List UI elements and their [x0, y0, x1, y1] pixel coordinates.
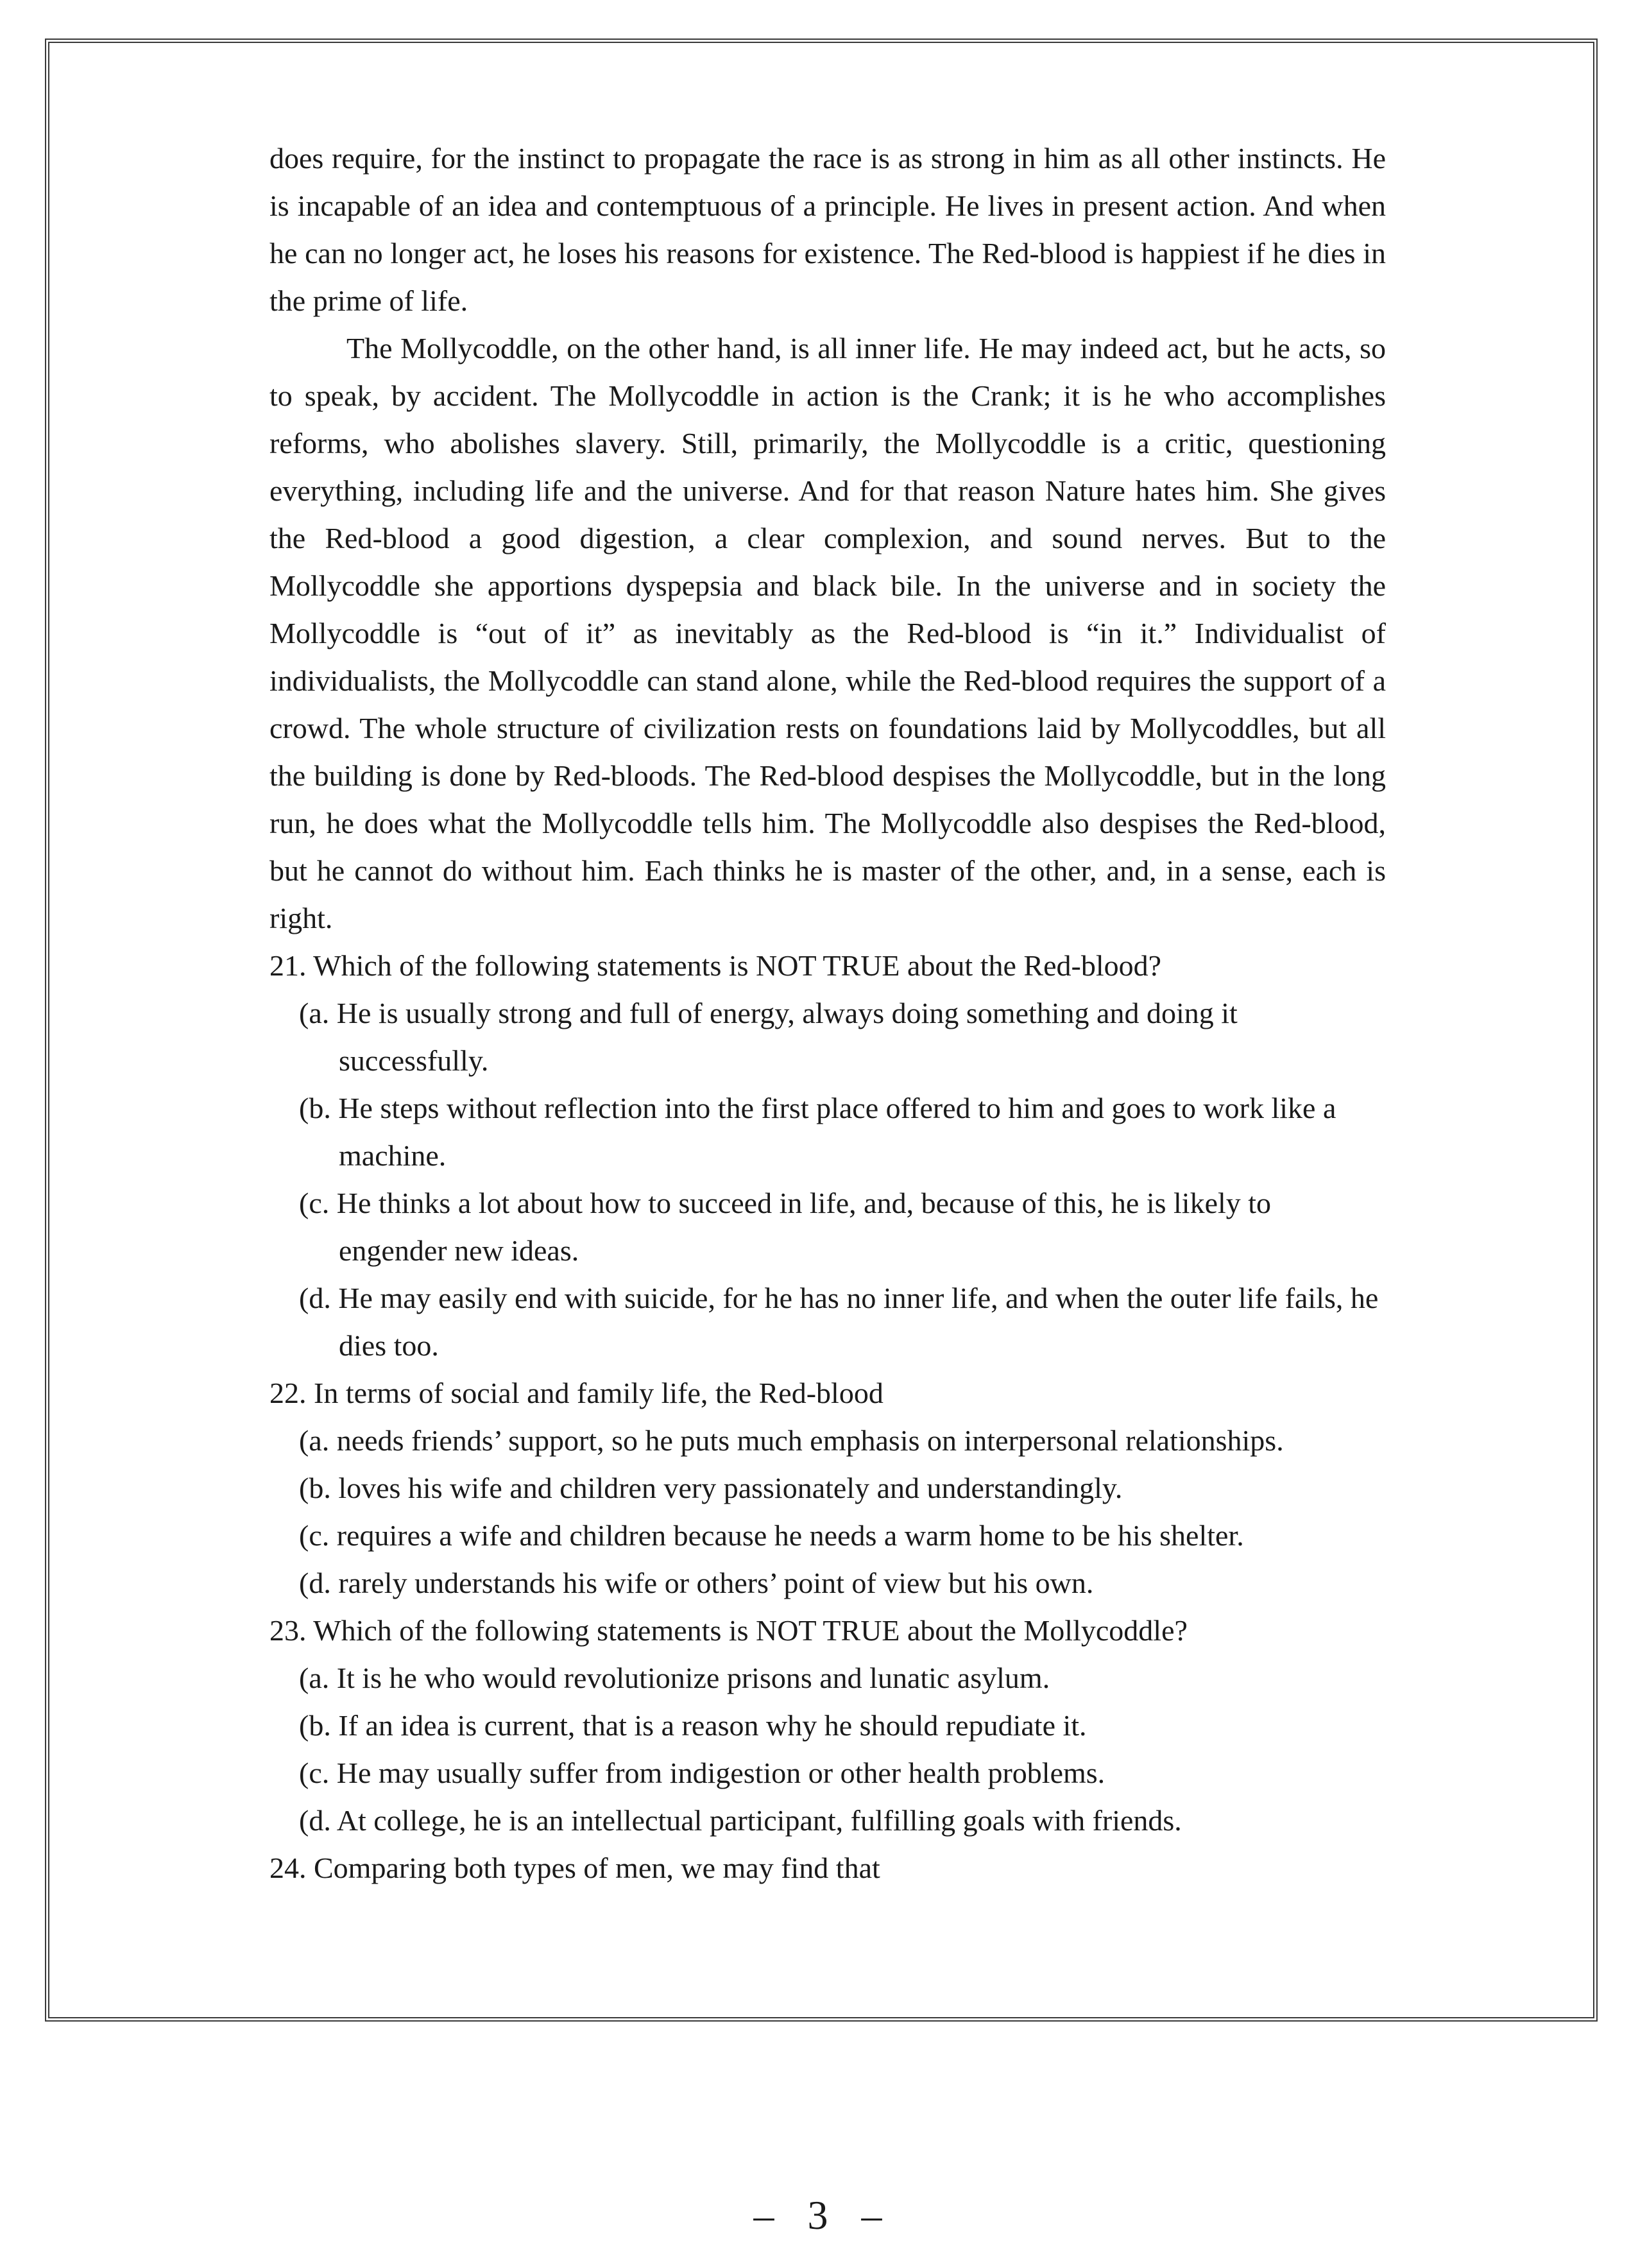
question-stem: 24. Comparing both types of men, we may find that — [269, 1851, 880, 1884]
answer-option: (a. He is usually strong and full of energy, always doing something and doing it successfully. — [299, 997, 1238, 1077]
page-number: – 3 – — [753, 2192, 894, 2238]
answer-option: (d. He may easily end with suicide, for he has no inner life, and when the outer life fails, he dies too. — [299, 1282, 1379, 1362]
document-body — [269, 135, 1386, 1892]
question-stem: 22. In terms of social and family life, the Red-blood — [269, 1377, 883, 1409]
answer-option: (d. rarely understands his wife or others’ point of view but his own. — [299, 1567, 1094, 1599]
answer-option: (b. If an idea is current, that is a reason why he should repudiate it. — [299, 1709, 1087, 1742]
answer-option: (a. needs friends’ support, so he puts much emphasis on interpersonal relationships. — [299, 1424, 1284, 1457]
question-21 — [269, 942, 1386, 1370]
question-23 — [269, 1607, 1386, 1844]
answer-option: (d. At college, he is an intellectual participant, fulfilling goals with friends. — [299, 1804, 1182, 1837]
passage-paragraph: The Mollycoddle, on the other hand, is all inner life. He may indeed act, but he acts, so to speak, by accident. The Mollycoddle in action is the Crank; it is he who accomplishes reforms, who abolishes slavery. Still, primarily, the Mollycoddle is a critic, questioning everything, including life and the universe. And for that reason Nature hates him. She gives the Red-blood a good digestion, a clear complexion, and sound nerves. But to the Mollycoddle she apportions dyspepsia and black bile. In the universe and in society the Mollycoddle is “out of it” as inevitably as the Red-blood is “in it.” Individualist of individualists, the Mollycoddle can stand alone, while the Red-blood requires the support of a crowd. The whole structure of civilization rests on foundations laid by Mollycoddles, but all the building is done by Red-bloods. The Red-blood despises the Mollycoddle, but in the long run, he does what the Mollycoddle tells him. The Mollycoddle also despises the Red-blood, but he cannot do without him. Each thinks he is master of the other, and, in a sense, each is right. — [269, 332, 1386, 934]
question-stem: 23. Which of the following statements is NOT TRUE about the Mollycoddle? — [269, 1614, 1188, 1647]
answer-option: (c. requires a wife and children because he needs a warm home to be his shelter. — [299, 1519, 1244, 1552]
answer-option: (a. It is he who would revolutionize prisons and lunatic asylum. — [299, 1662, 1050, 1694]
answer-option: (c. He may usually suffer from indigestion or other health problems. — [299, 1757, 1105, 1789]
question-22 — [269, 1370, 1386, 1607]
question-stem: 21. Which of the following statements is NOT TRUE about the Red-blood? — [269, 949, 1162, 982]
question-24 — [269, 1844, 1386, 1892]
answer-option: (b. loves his wife and children very passionately and understandingly. — [299, 1472, 1123, 1504]
passage-paragraph: does require, for the instinct to propagate the race is as strong in him as all other instincts. He is incapable of an idea and contemptuous of a principle. He lives in present action. And when he can no longer act, he loses his reasons for existence. The Red-blood is happiest if he dies in the prime of life. — [269, 142, 1386, 317]
answer-option: (b. He steps without reflection into the first place offered to him and goes to work like a machine. — [299, 1092, 1336, 1172]
answer-option: (c. He thinks a lot about how to succeed in life, and, because of this, he is likely to engender new ideas. — [299, 1187, 1272, 1267]
